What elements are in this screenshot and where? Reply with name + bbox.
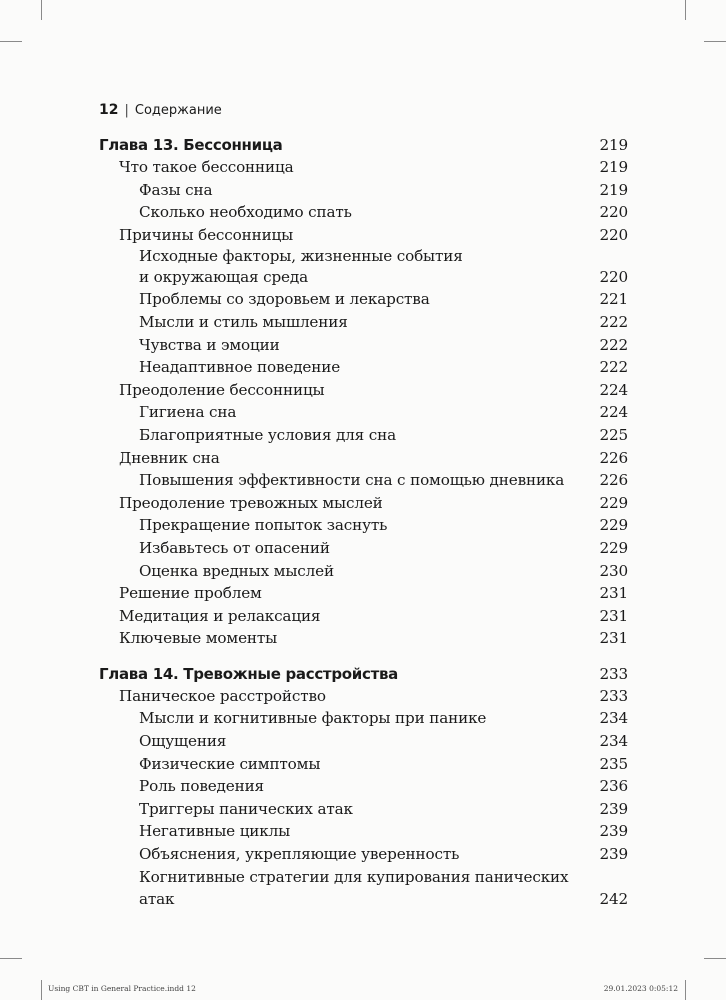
toc-page-number: 220	[599, 225, 628, 244]
toc-page-number: 220	[599, 203, 628, 222]
running-header	[99, 99, 222, 121]
toc-page-number: 229	[599, 538, 628, 557]
crop-mark	[685, 980, 686, 1000]
crop-mark	[704, 958, 726, 959]
toc-page-number: 242	[599, 890, 628, 909]
toc-subsection[interactable]	[99, 753, 628, 776]
toc-page-number: 230	[599, 561, 628, 580]
toc-subsection[interactable]	[99, 246, 628, 288]
crop-mark	[41, 980, 42, 1000]
toc-page-number: 220	[599, 267, 628, 286]
toc-page-number: 233	[599, 664, 628, 683]
toc-entry-title: Гигиена сна	[139, 403, 237, 422]
toc-section[interactable]	[99, 582, 628, 605]
toc-entry-title: Ощущения	[139, 732, 227, 751]
toc-page-number: 229	[599, 493, 628, 512]
toc-entry-title: Причины бессонницы	[119, 225, 294, 244]
toc-section[interactable]	[99, 685, 628, 708]
toc-page-number: 222	[599, 312, 628, 331]
toc-entry-title: Сколько необходимо спать	[139, 203, 352, 222]
crop-mark	[704, 41, 726, 42]
toc-page-number: 224	[599, 403, 628, 422]
toc-page-number: 239	[599, 845, 628, 864]
table-of-contents	[99, 134, 628, 911]
toc-entry-title: Что такое бессонница	[119, 158, 294, 176]
toc-page-number: 226	[599, 471, 628, 490]
toc-entry-title: Благоприятные условия для сна	[139, 425, 396, 444]
toc-entry-title: Мысли и стиль мышления	[139, 312, 348, 331]
toc-chapter[interactable]	[99, 134, 628, 156]
toc-chapter-title: Глава 13. Бессонница	[99, 136, 283, 154]
toc-entry-title: Повышения эффективности сна с помощью дневника	[139, 471, 565, 490]
toc-page-number: 222	[599, 358, 628, 377]
toc-entry-title: Объяснения, укрепляющие уверенность	[139, 845, 460, 864]
slug-file-name: Using CBT in General Practice.indd 12	[48, 984, 196, 993]
toc-entry-title: Мысли и когнитивные факторы при панике	[139, 709, 487, 728]
toc-section[interactable]	[99, 492, 628, 515]
toc-entry-title: Ключевые моменты	[119, 629, 278, 648]
toc-subsection[interactable]	[99, 820, 628, 843]
page-number: 12	[99, 102, 119, 118]
toc-entry-title: Дневник сна	[119, 448, 220, 467]
toc-page-number: 219	[599, 180, 628, 199]
crop-mark	[0, 958, 22, 959]
toc-subsection[interactable]	[99, 201, 628, 224]
toc-entry-title: Преодоление тревожных мыслей	[119, 493, 383, 512]
toc-subsection[interactable]	[99, 798, 628, 821]
toc-chapter[interactable]	[99, 663, 628, 685]
toc-entry-title: Проблемы со здоровьем и лекарства	[139, 290, 430, 309]
toc-page-number: 221	[599, 290, 628, 309]
toc-page-number: 234	[599, 709, 628, 728]
toc-section[interactable]	[99, 224, 628, 247]
crop-mark	[685, 0, 686, 20]
toc-page-number: 234	[599, 732, 628, 751]
toc-section[interactable]	[99, 605, 628, 628]
slug-timestamp: 29.01.2023 0:05:12	[603, 984, 678, 993]
toc-subsection[interactable]	[99, 560, 628, 583]
toc-entry-title: Оценка вредных мыслей	[139, 561, 334, 580]
toc-entry-title: Паническое расстройство	[119, 686, 326, 705]
header-separator: |	[124, 102, 129, 118]
toc-page-number: 224	[599, 380, 628, 399]
toc-page-number: 222	[599, 335, 628, 354]
toc-subsection[interactable]	[99, 401, 628, 424]
toc-entry-title: Роль поведения	[139, 777, 264, 796]
toc-page-number: 226	[599, 448, 628, 467]
toc-page-number: 219	[599, 158, 628, 176]
toc-section[interactable]	[99, 627, 628, 650]
toc-subsection[interactable]	[99, 775, 628, 798]
toc-entry-title: Медитация и релаксация	[119, 606, 321, 625]
toc-section[interactable]	[99, 156, 628, 179]
toc-section[interactable]	[99, 447, 628, 470]
toc-entry-title: Фазы сна	[139, 180, 213, 199]
toc-page-number: 239	[599, 822, 628, 841]
toc-subsection[interactable]	[99, 537, 628, 560]
toc-entry-title: Избавьтесь от опасений	[139, 538, 330, 557]
toc-subsection[interactable]	[99, 424, 628, 447]
toc-subsection[interactable]	[99, 866, 628, 911]
toc-entry-title: Преодоление бессонницы	[119, 380, 325, 399]
toc-entry-title: Решение проблем	[119, 584, 262, 603]
toc-subsection[interactable]	[99, 707, 628, 730]
toc-section[interactable]	[99, 379, 628, 402]
toc-page-number: 231	[599, 584, 628, 603]
toc-entry-title: Прекращение попыток заснуть	[139, 516, 388, 535]
toc-subsection[interactable]	[99, 514, 628, 537]
toc-subsection[interactable]	[99, 288, 628, 311]
toc-subsection[interactable]	[99, 356, 628, 379]
toc-page-number: 219	[599, 136, 628, 154]
toc-entry-title: Исходные факторы, жизненные события и окружающая среда	[139, 247, 463, 287]
toc-page-number: 236	[599, 777, 628, 796]
toc-page-number: 229	[599, 516, 628, 535]
toc-entry-title: Когнитивные стратегии для купирования панических атак	[139, 867, 569, 909]
toc-subsection[interactable]	[99, 730, 628, 753]
toc-entry-title: Неадаптивное поведение	[139, 358, 341, 377]
toc-subsection[interactable]	[99, 843, 628, 866]
section-title: Содержание	[134, 102, 222, 118]
toc-page-number: 239	[599, 799, 628, 818]
toc-subsection[interactable]	[99, 469, 628, 492]
toc-chapter-title: Глава 14. Тревожные расстройства	[99, 664, 398, 683]
toc-entry-title: Физические симптомы	[139, 754, 321, 773]
toc-entry-title: Негативные циклы	[139, 822, 291, 841]
toc-page-number: 233	[599, 686, 628, 705]
toc-subsection[interactable]	[99, 311, 628, 334]
toc-page-number: 231	[599, 629, 628, 648]
toc-entry-title: Триггеры панических атак	[139, 799, 353, 818]
toc-page-number: 225	[599, 425, 628, 444]
toc-subsection[interactable]	[99, 179, 628, 202]
toc-page-number: 235	[599, 754, 628, 773]
crop-mark	[0, 41, 22, 42]
toc-subsection[interactable]	[99, 334, 628, 357]
chapter-gap	[99, 650, 628, 663]
toc-page-number: 231	[599, 606, 628, 625]
crop-mark	[41, 0, 42, 20]
toc-entry-title: Чувства и эмоции	[139, 335, 280, 354]
